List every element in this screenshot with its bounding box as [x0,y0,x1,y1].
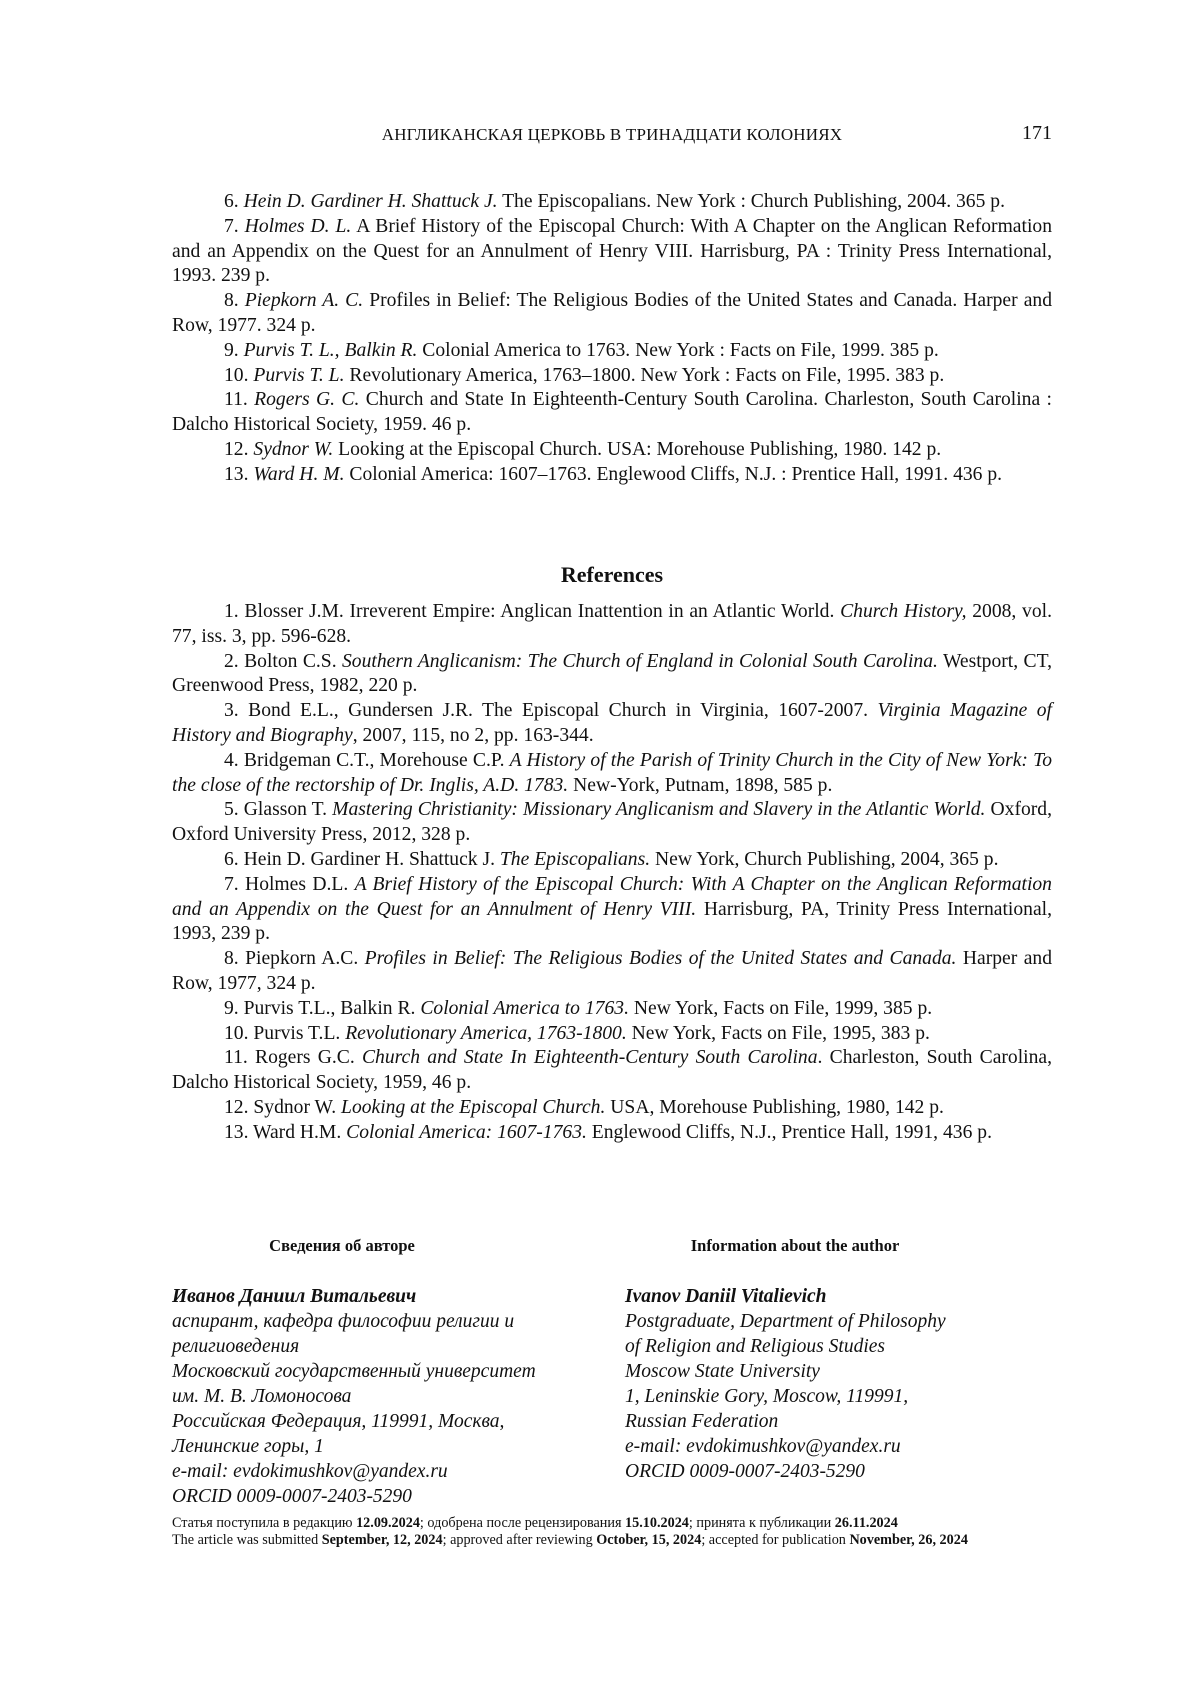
page-number: 171 [1022,122,1052,144]
source-item [172,438,1052,463]
reference-title: A Brief History of the Episcopal Church: With A Chapter on the Anglican Reformation and an Appendix on the Quest for an Annulment of Henry VIII. [172,873,1052,920]
author-info-ru [172,1236,592,1509]
author-detail-line: аспирант, кафедра философии религии и [172,1311,515,1332]
author-detail-line: Postgraduate, Department of Philosophy [625,1311,946,1332]
reference-text: Glasson T. [238,799,333,821]
reference-number: 1. [224,601,239,622]
reference-text: New York, Facts on File, 1995, 383 p. [626,1022,930,1044]
source-author: Hein D. Gardiner H. Shattuck J. [243,191,498,212]
reference-number: 9. [224,997,239,1019]
reference-title: Revolutionary America, 1763-1800. [345,1022,627,1044]
source-text: The Episcopalians. New York : Church Publishing, 2004. 365 p. [497,191,1005,212]
author-name-en: Ivanov Daniil Vitalievich [625,1286,827,1307]
author-detail-line: Russian Federation [625,1411,779,1432]
reference-text: . Charleston, South Carolina, Dalcho Historical Society, 1959, 46 p. [172,1047,1052,1094]
source-item [172,388,1052,438]
reference-item [172,848,1052,873]
reference-title: Looking at the Episcopal Church. [341,1096,606,1118]
submission-dates [172,1515,1052,1549]
author-detail-line: им. М. В. Ломоносова [172,1386,352,1407]
source-text: A Brief History of the Episcopal Church: With A Chapter on the Anglican Reformation and an Appendix on the Quest for an Annulment of Henry VIII. Harrisburg, PA : Trinity Press International, 1993. 239 p. [172,215,1052,287]
author-info-en [625,1236,1045,1484]
reference-item [172,650,1052,700]
source-number: 12. [224,438,254,460]
author-name-ru: Иванов Даниил Витальевич [172,1286,417,1307]
author-detail-line: Moscow State University [625,1361,820,1382]
reference-number: 2. [224,650,239,672]
running-head [172,122,1052,148]
reference-text: Westport, CT, Greenwood Press, 1982, 220 p. [172,650,1052,697]
source-text: Profiles in Belief: The Religious Bodies of the United States and Canada. Harper and Row, 1977. 324 p. [172,290,1052,336]
source-author: Ward H. M. [253,463,345,485]
author-detail-line: Российская Федерация, 119991, Москва, [172,1411,505,1432]
reference-number: 6. [224,848,239,870]
source-item [172,190,1052,215]
source-number: 13. [224,463,254,485]
author-detail-line: e-mail: evdokimushkov@yandex.ru [625,1436,901,1457]
reference-number: 5. [224,799,239,821]
reference-text: Sydnor W. [248,1096,342,1118]
reference-title: Profiles in Belief: The Religious Bodies of the United States and Canada. [364,948,957,970]
source-text: Colonial America to 1763. New York : Facts on File, 1999. 385 p. [417,339,939,361]
reference-text: Harrisburg, PA, Trinity Press International, 1993, 239 p. [172,898,1052,945]
source-text: Colonial America: 1607–1763. Englewood Cliffs, N.J. : Prentice Hall, 1991. 436 p. [344,463,1003,485]
reference-text: , 2007, 115, no 2, pp. 163-344. [352,724,594,746]
source-item [172,364,1052,389]
reference-text: Holmes D.L. [238,873,355,895]
source-item [172,339,1052,364]
source-text: Looking at the Episcopal Church. USA: Morehouse Publishing, 1980. 142 p. [333,438,942,460]
reference-item [172,1022,1052,1047]
reference-number: 3. [224,700,239,722]
source-author: Piepkorn A. C. [244,290,364,312]
reference-text: Piepkorn A.C. [238,948,365,970]
reference-item [172,873,1052,947]
reference-text: Purvis T.L., Balkin R. [238,997,421,1019]
reference-number: 7. [224,873,239,895]
source-author: Holmes D. L. [244,215,352,237]
author-detail-line: of Religion and Religious Studies [625,1336,885,1357]
reference-number: 4. [224,749,239,771]
reference-text: Hein D. Gardiner H. Shattuck J. [238,848,500,870]
author-detail-line: e-mail: evdokimushkov@yandex.ru [172,1461,448,1482]
reference-title: Mastering Christianity: Missionary Anglicanism and Slavery in the Atlantic World. [332,799,986,821]
reference-number: 10. [224,1022,249,1044]
reference-item [172,749,1052,799]
source-list [172,190,1052,488]
source-author: Rogers G. C. [254,389,360,411]
source-author: Sydnor W. [253,438,334,460]
reference-item [172,947,1052,997]
author-info-ru-heading: Сведения об авторе [269,1236,415,1255]
reference-title: Church and State In Eighteenth-Century South Carolina [361,1047,818,1069]
reference-title: The Episcopalians. [499,848,651,870]
source-item [172,215,1052,289]
reference-text: Bridgeman C.T., Morehouse C.P. [238,749,510,771]
reference-text: Harper and Row, 1977, 324 p. [172,948,1052,994]
references-list [172,600,1052,1146]
author-info-en-heading: Information about the author [690,1236,900,1255]
source-number: 9. [224,339,244,361]
source-author: Purvis T. L., Balkin R. [243,339,418,361]
reference-title: Church History, [840,601,967,622]
reference-title: Colonial America to 1763. [420,997,629,1019]
references-heading: References [560,562,664,587]
author-details-en [625,1309,1045,1484]
source-number: 8. [224,290,245,312]
reference-text: 2008, vol. 77, iss. 3, pp. 596-628. [172,601,1052,647]
reference-item [172,1096,1052,1121]
reference-text: New York, Facts on File, 1999, 385 p. [628,997,933,1019]
source-number: 10. [224,364,254,386]
reference-item [172,1121,1052,1146]
reference-number: 11. [224,1047,248,1069]
source-item [172,289,1052,339]
reference-item [172,798,1052,848]
submission-dates-en: The article was submitted September, 12, 2024; approved after reviewing October, 15, 2024; accepted for publication November, 26, 2024 [172,1532,968,1548]
author-detail-line: ORCID 0009-0007-2403-5290 [172,1486,412,1507]
reference-number: 8. [224,948,239,970]
author-detail-line: Ленинские горы, 1 [172,1436,324,1457]
reference-title: Virginia Magazine of History and Biography [172,700,1053,746]
reference-number: 12. [224,1096,249,1118]
reference-item [172,600,1052,650]
reference-title: Colonial America: 1607-1763. [346,1121,587,1143]
source-number: 7. [224,215,245,237]
reference-item [172,699,1052,749]
source-text: Revolutionary America, 1763–1800. New York : Facts on File, 1995. 383 p. [344,364,945,386]
reference-item [172,1046,1052,1096]
author-detail-line: ORCID 0009-0007-2403-5290 [625,1461,865,1482]
reference-text: USA, Morehouse Publishing, 1980, 142 p. [605,1096,944,1118]
author-detail-line: Московский государственный университет [172,1361,536,1382]
reference-text: Bolton C.S. [238,650,342,672]
source-author: Purvis T. L. [253,364,345,386]
source-number: 11. [224,389,255,411]
author-detail-line: религиоведения [172,1336,300,1357]
reference-number: 13. [224,1121,249,1143]
reference-text: Englewood Cliffs, N.J., Prentice Hall, 1991, 436 p. [586,1121,992,1143]
reference-text: Oxford, Oxford University Press, 2012, 328 p. [172,799,1052,846]
reference-text: Ward H.M. [248,1121,347,1143]
reference-text: New-York, Putnam, 1898, 585 p. [568,774,833,796]
source-text: Church and State In Eighteenth-Century South Carolina. Charleston, South Carolina : Dalcho Historical Society, 1959. 46 p. [172,389,1052,436]
reference-text: New York, Church Publishing, 2004, 365 p. [650,848,999,870]
source-number: 6. [224,191,244,212]
author-detail-line: 1, Leninskie Gory, Moscow, 119991, [625,1386,909,1407]
running-title: АНГЛИКАНСКАЯ ЦЕРКОВЬ В ТРИНАДЦАТИ КОЛОНИЯХ [381,125,843,144]
reference-item [172,997,1052,1022]
reference-title: Southern Anglicanism: The Church of England in Colonial South Carolina. [342,650,938,672]
reference-text: Rogers G.C. [247,1047,362,1069]
source-item [172,463,1052,488]
reference-title: A History of the Parish of Trinity Church in the City of New York: To the close of the rectorship of Dr. Inglis, A.D. 1783. [172,749,1053,796]
reference-text: Bond E.L., Gundersen J.R. The Episcopal Church in Virginia, 1607-2007. [238,700,878,722]
author-details-ru [172,1309,592,1509]
reference-text: Blosser J.M. Irreverent Empire: Anglican Inattention in an Atlantic World. [238,601,841,622]
reference-text: Purvis T.L. [248,1022,346,1044]
submission-dates-ru: Статья поступила в редакцию 12.09.2024; одобрена после рецензирования 15.10.2024; принята к публикации 26.11.2024 [172,1515,898,1531]
